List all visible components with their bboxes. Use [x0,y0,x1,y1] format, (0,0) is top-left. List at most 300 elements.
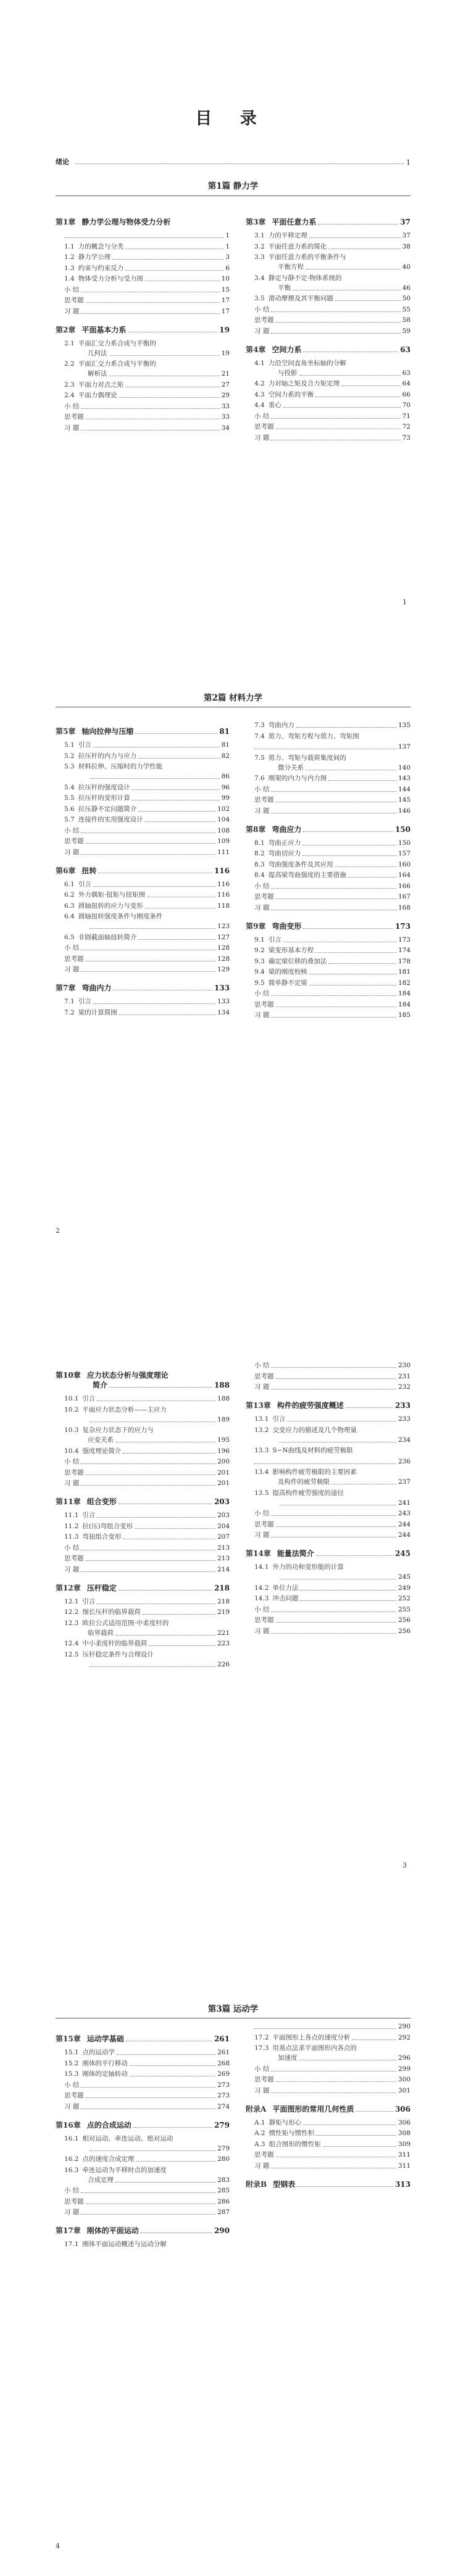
toc-section-entry[interactable] [246,1605,411,1615]
toc-chapter-entry[interactable] [56,1370,230,1390]
section-title: 思考题 [254,796,274,804]
chapter-page: 116 [214,866,230,875]
leader-dots [271,2071,396,2072]
toc-section-entry[interactable] [56,423,230,433]
leader-dots [271,1017,396,1018]
section-page: 166 [398,882,411,890]
section-page: 300 [398,2076,411,2083]
leader-dots [315,952,396,953]
toc-chapter-entry[interactable] [246,1549,411,1558]
leader-dots [117,2054,215,2055]
section-title: 引言 [268,936,282,944]
toc-section-entry[interactable] [56,2080,230,2090]
toc-section-entry[interactable] [246,1425,411,1445]
part-heading: 第1篇 静力学 [207,181,259,191]
leader-dots [303,831,393,832]
toc-section-entry[interactable] [56,1457,230,1467]
leader-dots [299,375,401,376]
toc-section-entry[interactable] [246,2075,411,2084]
section-title: 力的平移定理 [268,232,307,239]
leader-dots [86,302,220,303]
toc-section-entry[interactable] [56,2047,230,2057]
section-title: 习 题 [64,848,80,856]
section-title: 外力的功和变形能的计算 [272,1563,344,1571]
toc-section-entry[interactable] [56,1639,230,1648]
toc-section-entry[interactable] [246,2150,411,2160]
chapter-title: 静力学公理与物体受力分析 [81,218,171,226]
leader-dots [125,270,223,271]
section-number: 8.1 [254,839,265,847]
toc-section-entry[interactable] [246,273,411,293]
toc-chapter-entry[interactable] [246,2179,411,2189]
chapter-title-cont: 简介 [93,1381,108,1389]
toc-chapter-entry[interactable] [246,921,411,931]
section-page: 27 [221,381,230,389]
toc-section-entry[interactable] [246,252,411,272]
section-page: 108 [217,826,230,834]
section-page: 236 [398,1457,411,1465]
toc-section-entry[interactable] [246,753,411,773]
chapter-title: 压杆稳定 [86,1583,117,1592]
section-title: 刚体的定轴转动 [82,2070,128,2078]
section-page: 311 [398,2162,411,2170]
section-title: 梁的刚度校核 [268,968,307,976]
toc-section-entry[interactable] [56,412,230,422]
leader-dots [75,163,404,164]
toc-section-entry[interactable] [246,1000,411,1010]
toc-section-entry[interactable] [246,849,411,858]
section-page: 182 [398,979,411,987]
toc-section-entry[interactable] [246,305,411,315]
toc-section-entry[interactable] [56,2165,230,2185]
toc-section-entry[interactable] [56,380,230,390]
section-number: 5.2 [64,752,75,760]
section-number: A.3 [254,2140,265,2148]
toc-section-entry[interactable] [246,326,411,336]
section-page: 109 [217,837,230,845]
toc-section-entry[interactable] [56,826,230,836]
toc-section-entry[interactable] [246,957,411,966]
section-title: 弯曲内力 [268,722,294,729]
toc-section-entry[interactable] [56,1650,230,1669]
toc-section-entry[interactable] [246,1372,411,1381]
toc-section-entry[interactable] [246,784,411,794]
toc-section-entry[interactable] [246,731,411,741]
toc-section-entry[interactable] [56,295,230,305]
toc-section-entry[interactable] [246,433,411,443]
leader-dots [90,778,220,779]
toc-section-entry[interactable] [56,943,230,953]
toc-section-entry[interactable] [56,307,230,316]
section-title: 习 题 [254,434,270,442]
chapter-title: 平面基本力系 [81,325,127,334]
toc-chapter-entry[interactable] [246,1401,411,1410]
toc-section-entry[interactable] [246,892,411,902]
toc-section-entry[interactable] [246,881,411,891]
leader-dots [119,397,220,398]
toc-section-entry[interactable] [246,400,411,410]
chapter-page: 188 [214,1381,230,1389]
toc-entry-continuation[interactable] [246,1457,411,1467]
section-page: 6 [225,264,230,272]
toc-entry-continuation[interactable] [246,2022,411,2031]
section-title: 引言 [82,1512,96,1519]
section-number: 8.3 [254,860,265,868]
section-title: 引言 [272,1415,286,1423]
toc-section-entry[interactable] [56,901,230,911]
toc-section-entry[interactable] [56,339,230,358]
section-title: 小 结 [254,1510,270,1517]
leader-dots [309,237,401,238]
section-title: 思考题 [64,2092,84,2099]
section-title: 平面应力状态分析——主应力 [82,1405,167,1414]
leader-dots [138,811,215,812]
section-page: 50 [402,295,411,302]
section-number: 4.3 [254,390,265,398]
toc-section-entry[interactable] [56,2059,230,2068]
section-title: 思考题 [64,1468,84,1476]
toc-section-entry[interactable] [56,1405,230,1425]
leader-dots [328,780,396,781]
toc-chapter-entry[interactable] [56,1583,230,1593]
toc-chapter-entry[interactable] [56,2226,230,2236]
section-page: 102 [217,805,230,813]
chapter-number: 第12章 [56,1583,81,1592]
chapter-title: 弯曲变形 [272,921,302,931]
section-page: 21 [221,370,230,377]
toc-section-entry[interactable] [56,274,230,284]
section-title: 牵连运动为平移时点的加速度 [82,2166,167,2174]
toc-section-entry[interactable] [56,1607,230,1617]
toc-section-entry[interactable] [246,379,411,389]
section-title: 刚体的平行移动 [82,2059,128,2067]
toc-section-entry[interactable] [56,263,230,273]
section-number: 12.2 [64,1608,79,1616]
toc-section-entry[interactable] [246,1562,411,1582]
part-heading: 第3篇 运动学 [207,2004,259,2014]
chapter-number: 第13章 [246,1401,271,1410]
toc-section-entry[interactable] [246,1446,411,1455]
toc-section-entry[interactable] [56,1521,230,1531]
toc-chapter-entry[interactable] [56,726,230,736]
leader-dots [271,1515,396,1516]
toc-section-entry[interactable] [246,1594,411,1603]
section-title: 小 结 [64,944,80,952]
toc-section-entry[interactable] [246,2118,411,2128]
toc-section-entry[interactable] [56,890,230,900]
chapter-number: 第16章 [56,2120,81,2130]
section-number: 15.2 [64,2059,79,2067]
section-page: 1 [225,242,230,250]
section-title: 小 结 [254,882,270,890]
section-number: 7.4 [254,732,265,740]
toc-section-entry[interactable] [56,2091,230,2101]
section-page: 81 [221,741,230,749]
toc-section-entry[interactable] [246,2128,411,2138]
toc-section-entry[interactable] [246,2086,411,2096]
toc-chapter-entry[interactable] [56,866,230,876]
toc-section-entry[interactable] [246,838,411,848]
section-title-cont: 与投影 [278,369,298,377]
toc-section-entry[interactable] [56,879,230,889]
leader-dots [64,237,223,238]
section-title: 思考题 [64,2197,84,2205]
chapter-title: 扭转 [81,866,97,875]
toc-chapter-entry[interactable] [56,2120,230,2130]
toc-section-entry[interactable] [56,932,230,942]
toc-section-entry[interactable] [56,1553,230,1563]
toc-section-entry[interactable] [246,806,411,816]
toc-section-entry[interactable] [56,997,230,1006]
toc-section-entry[interactable] [246,1615,411,1625]
toc-section-entry[interactable] [56,2186,230,2195]
page-number: 2 [56,1227,60,1235]
leader-dots [81,1571,215,1572]
toc-section-entry[interactable] [56,751,230,761]
toc-chapter-entry[interactable] [246,345,411,355]
section-number: 16.3 [64,2166,79,2174]
section-title: 思考题 [254,1520,274,1528]
toc-chapter-entry[interactable] [246,217,411,227]
section-title: S−N曲线及材料的疲劳极限 [272,1447,353,1454]
section-title: 平面汇交力系合成与平衡的 [78,360,156,368]
section-page: 301 [398,2086,411,2094]
section-title: 平面力对点之矩 [78,381,124,389]
toc-section-entry[interactable] [56,804,230,814]
toc-section-entry[interactable] [246,1010,411,1020]
toc-section-entry[interactable] [56,740,230,750]
leader-dots [119,1014,215,1015]
toc-chapter-entry[interactable] [56,217,230,227]
toc-section-entry[interactable] [246,989,411,998]
toc-section-entry[interactable] [56,783,230,792]
chapter-number: 第2章 [56,325,76,334]
section-page: 287 [217,2208,230,2216]
toc-section-entry[interactable] [56,1478,230,1488]
toc-section-entry[interactable] [246,2161,411,2171]
section-page: 15 [221,286,230,294]
toc-section-entry[interactable] [246,1530,411,1540]
toc-section-entry[interactable] [56,1597,230,1607]
chapter-number: 第11章 [56,1497,81,1506]
toc-section-entry[interactable] [246,1414,411,1424]
toc-section-entry[interactable] [56,2207,230,2217]
toc-section-entry[interactable] [56,2069,230,2079]
leader-dots [115,1635,215,1636]
section-page: 184 [398,1000,411,1008]
leader-dots [81,2192,215,2193]
toc-section-entry[interactable] [246,935,411,945]
toc-section-entry[interactable] [246,2043,411,2063]
section-number: 17.2 [254,2033,269,2041]
section-title: 习 题 [64,307,80,315]
toc-section-entry[interactable] [246,411,411,421]
toc-section-entry[interactable] [246,945,411,955]
toc-section-entry[interactable] [56,836,230,846]
toc-section-entry[interactable] [56,1543,230,1553]
toc-section-entry[interactable] [246,870,411,880]
section-title: 习 题 [254,1531,270,1539]
toc-section-entry[interactable] [246,1583,411,1593]
section-page: 268 [217,2059,230,2067]
toc-section-entry[interactable] [56,815,230,825]
toc-section-entry[interactable] [246,294,411,303]
toc-section-entry[interactable] [56,2239,230,2249]
toc-section-entry[interactable] [56,359,230,379]
section-number: 1.2 [64,253,75,261]
toc-section-entry[interactable] [56,1008,230,1018]
toc-entry-continuation[interactable] [56,231,230,241]
toc-section-entry[interactable] [246,231,411,241]
section-title-cont: 解析法 [88,370,107,377]
toc-section-entry[interactable] [246,2139,411,2149]
toc-section-entry[interactable] [246,720,411,730]
leader-dots [302,845,396,846]
section-title: 小 结 [64,826,80,834]
toc-section-entry[interactable] [56,2197,230,2207]
section-page: 174 [398,947,411,954]
leader-dots [132,789,220,790]
toc-section-entry[interactable] [56,954,230,964]
toc-section-entry[interactable] [246,1626,411,1636]
section-title: 材料拉伸、压缩时的力学性能 [78,763,163,770]
section-title: 小 结 [64,286,80,294]
section-title: 确定梁位移的叠加法 [268,957,327,965]
section-page: 204 [217,1522,230,1530]
toc-section-entry[interactable] [56,2102,230,2112]
toc-chapter-entry[interactable] [246,825,411,834]
toc-section-entry[interactable] [246,358,411,378]
section-page: 299 [398,2065,411,2073]
section-number: 9.4 [254,968,265,976]
leader-dots [123,1453,215,1454]
section-title: 引言 [78,880,91,888]
section-title: 习 题 [254,2086,270,2094]
page-number: 1 [403,598,407,606]
toc-section-entry[interactable] [246,860,411,870]
toc-entry-continuation[interactable] [246,742,411,752]
toc-section-entry[interactable] [246,1520,411,1529]
toc-section-entry[interactable] [246,2064,411,2074]
toc-section-entry[interactable] [246,1382,411,1392]
section-title: 习 题 [254,1627,270,1635]
leader-dots [145,821,215,822]
toc-section-entry[interactable] [246,1360,411,1370]
section-title-cont: 几何法 [88,349,107,357]
toc-section-entry[interactable] [56,2154,230,2164]
section-page: 129 [217,966,230,973]
section-page: 116 [217,891,230,899]
section-title: 引言 [82,1395,96,1402]
section-title: 交变应力的描述及几个物理量 [272,1426,357,1434]
toc-section-entry[interactable] [246,390,411,400]
toc-section-entry[interactable] [56,1565,230,1574]
section-page: 17 [221,297,230,304]
toc-section-entry[interactable] [246,315,411,325]
toc-section-entry[interactable] [56,1425,230,1445]
toc-section-entry[interactable] [246,1508,411,1518]
section-number: 7.2 [64,1008,75,1016]
toc-section-entry[interactable] [56,762,230,781]
section-page: 237 [398,1478,411,1486]
toc-chapter-entry[interactable] [56,983,230,993]
toc-section-entry[interactable] [56,401,230,411]
toc-section-entry[interactable] [56,285,230,295]
section-page: 72 [402,423,411,430]
section-title: 小 结 [64,1458,80,1465]
toc-section-entry[interactable] [56,793,230,803]
chapter-title: 平面图形的常用几何性质 [272,2104,354,2113]
section-title: 提高构件疲劳强度的途径 [272,1489,344,1497]
section-title: 平面任意力系的平衡条件与 [268,253,346,261]
toc-section-entry[interactable] [246,978,411,988]
section-page: 70 [402,401,411,409]
section-title: 思考题 [64,955,84,963]
leader-dots [300,1600,396,1601]
section-number: 13.3 [254,1447,269,1454]
toc-section-entry[interactable] [246,903,411,913]
section-number: 10.2 [64,1405,79,1414]
chapter-page: 245 [394,1549,411,1558]
toc-section-entry[interactable] [56,1468,230,1478]
leader-dots [81,2214,215,2215]
toc-section-entry[interactable] [56,1446,230,1456]
toc-chapter-entry[interactable] [56,1497,230,1507]
section-number: 6.3 [64,902,75,910]
leader-dots [276,2081,396,2082]
leader-dots [136,2161,215,2162]
toc-section-entry[interactable] [246,773,411,783]
toc-section-entry[interactable] [56,1532,230,1542]
toc-section-entry[interactable] [56,1510,230,1520]
toc-chapter-entry[interactable] [56,2034,230,2044]
section-title: 刚架的内力与内力图 [268,775,327,782]
section-title: 小 结 [254,1362,270,1369]
toc-section-entry[interactable] [246,422,411,432]
toc-section-entry[interactable] [246,1467,411,1487]
toc-section-entry[interactable] [56,847,230,857]
toc-intro-entry[interactable] [56,157,411,167]
leader-dots [276,322,401,323]
toc-chapter-entry[interactable] [246,2104,411,2114]
toc-section-entry[interactable] [246,2033,411,2043]
section-page: 73 [402,434,411,442]
toc-section-entry[interactable] [56,911,230,931]
toc-section-entry[interactable] [56,965,230,974]
chapter-title: 平面任意力系 [272,218,317,226]
toc-section-entry[interactable] [56,2134,230,2154]
toc-section-entry[interactable] [56,252,230,262]
toc-section-entry[interactable] [246,967,411,977]
section-title: 重心 [268,401,282,409]
leader-dots [302,855,396,856]
page-number: 4 [56,2542,60,2550]
toc-section-entry[interactable] [246,242,411,252]
toc-section-entry[interactable] [56,242,230,252]
toc-section-entry[interactable] [246,1488,411,1508]
toc-section-entry[interactable] [56,390,230,400]
toc-section-entry[interactable] [56,1394,230,1404]
section-title: 欧拉公式适用范围·中柔度杆的 [82,1619,169,1627]
section-page: 135 [398,722,411,729]
leader-dots [81,854,215,855]
section-page: 189 [217,1415,230,1423]
toc-section-entry[interactable] [246,795,411,805]
section-title: 圆轴扭转强度条件与刚度条件 [78,913,163,920]
leader-dots [97,1517,215,1518]
toc-chapter-entry[interactable] [56,325,230,335]
toc-section-entry[interactable] [56,1618,230,1638]
